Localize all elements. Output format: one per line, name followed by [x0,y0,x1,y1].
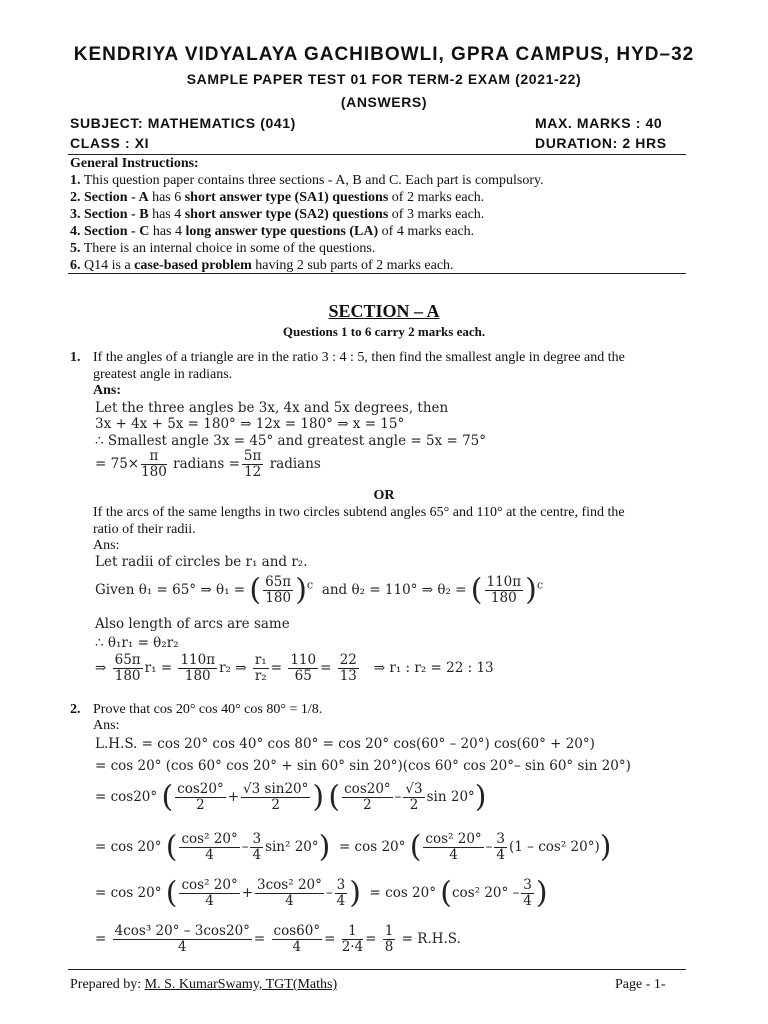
q2-work-line-3: = cos20° ( $\frac{\cos 20^\circ}{2}$ + $\frac{√3 \sin 20^\circ}{2}$ ) ( $\frac{\cos 20^\circ}{2}$ – $\frac{√3}{2}$ sin 20°) [95,779,487,815]
question-1-ans-label: Ans: [93,383,122,398]
answers-label: (ANSWERS) [340,94,428,110]
instruction-5: 5. There is an internal choice in some of the questions. [70,241,376,256]
question-1-alt-ans-label: Ans: [93,538,120,553]
section-subtitle: Questions 1 to 6 carry 2 marks each. [282,324,486,339]
q2-work-line-5: = cos 20° ( $\frac{\text{cos² 20°}}{4}$ + $\frac{\text{3cos² 20°}}{4}$ – $\frac{3}{4}$ ) = cos 20° (cos² 20° – $\frac{3}{4}$ ) [95,875,548,911]
question-2-text: Prove that cos 20° cos 40° cos 80° = 1/8. [93,702,323,717]
instruction-1: 1. This question paper contains three sections - A, B and C. Each part is compulsory. [70,173,544,188]
q2-work-line-1: L.H.S. = cos 20° cos 40° cos 80° = cos 20° cos(60° – 20°) cos(60° + 20°) [95,736,595,752]
max-marks-label: MAX. MARKS : 40 [535,115,663,131]
question-1-text: If the angles of a triangle are in the ratio 3 : 4 : 5, then find the smallest angle in degree and the greatest angle in radians. [93,350,625,382]
question-2-ans-label: Ans: [93,718,120,733]
q1-work-line-1: Let the three angles be 3x, 4x and 5x degrees, then [95,400,449,416]
q1-work-line-4: = 75× $\frac{\pi}{180}$ radians = $\frac{5\pi}{12}$ radians [95,448,321,480]
footer-prepared-by: Prepared by: M. S. KumarSwamy, TGT(Maths) [70,977,338,992]
instructions-title: General Instructions: [70,156,199,171]
footer-rule [68,969,686,970]
general-instructions [70,155,690,274]
q1-alt-work-line-3: Also length of arcs are same [95,616,290,632]
class-label: CLASS : XI [70,135,150,151]
question-1-alt-text: If the arcs of the same lengths in two circles subtend angles 65° and 110° at the centre, find the ratio of their radii. [93,505,625,537]
section-title: SECTION – A [328,301,440,321]
q1-alt-work-line-2: Given θ₁ = 65° ⇒ θ₁ = ( $\frac{65\pi}{180}$ )$^c$ and θ₂ = 110° ⇒ θ₂ = ( $\frac{110\pi}{180}$ )$^c$ [95,572,544,608]
q2-work-line-2: = cos 20° (cos 60° cos 20° + sin 60° sin 20°)(cos 60° cos 20°– sin 60° sin 20°) [95,758,631,774]
q2-work-line-6: = $\frac{\text{4cos³ 20° – 3cos20°}}{4}$ = $\frac{\cos 60^\circ}{4}$ = $\frac{1}{2\cdot 4}$ = $\frac{1}{8}$ = R.H.S. [95,923,461,955]
instruction-2: 2. Section - A has 6 short answer type (SA1) questions of 2 marks each. [70,190,485,205]
school-title: KENDRIYA VIDYALAYA GACHIBOWLI, GPRA CAMPUS, HYD–32 [73,44,695,65]
footer-page-number: Page - 1- [615,977,666,992]
instruction-4: 4. Section - C has 4 long answer type questions (LA) of 4 marks each. [70,224,475,239]
q1-alt-work-line-5: ⇒ $\frac{65\pi}{180}$ r₁ = $\frac{110\pi}{180}$ r₂ ⇒ $\frac{\text{r₁}}{\text{r₂}}$ = $\frac{110}{65}$ = $\frac{22}{13}$ ⇒ r₁ : r₂ = 22 : 13 [95,652,494,684]
q1-work-line-2: 3x + 4x + 5x = 180° ⇒ 12x = 180° ⇒ x = 15° [95,416,405,432]
instruction-6: 6. Q14 is a case-based problem having 2 sub parts of 2 marks each. [70,258,454,273]
question-1-number: 1. [70,350,81,365]
q1-alt-work-line-1: Let radii of circles be r₁ and r₂. [95,554,308,570]
subject-label: SUBJECT: MATHEMATICS (041) [70,115,296,131]
q1-work-line-3: ∴ Smallest angle 3x = 45° and greatest angle = 5x = 75° [95,433,487,449]
or-label: OR [373,488,395,503]
duration-label: DURATION: 2 HRS [535,135,667,151]
instruction-3: 3. Section - B has 4 short answer type (SA2) questions of 3 marks each. [70,207,485,222]
footer-author: M. S. KumarSwamy, TGT(Maths) [144,977,338,992]
instructions-rule-bottom [68,273,686,274]
question-2-number: 2. [70,702,81,717]
q2-work-line-4: = cos 20° ( $\frac{\text{cos² 20°}}{4}$ – $\frac{3}{4}$ sin² 20°) = cos 20° ( $\frac{\text{cos² 20°}}{4}$ – $\frac{3}{4}$ (1 – cos² 20°)) [95,829,612,865]
test-title: SAMPLE PAPER TEST 01 FOR TERM-2 EXAM (2021-22) [186,71,582,87]
q1-alt-work-line-4: ∴ θ₁r₁ = θ₂r₂ [95,635,179,651]
